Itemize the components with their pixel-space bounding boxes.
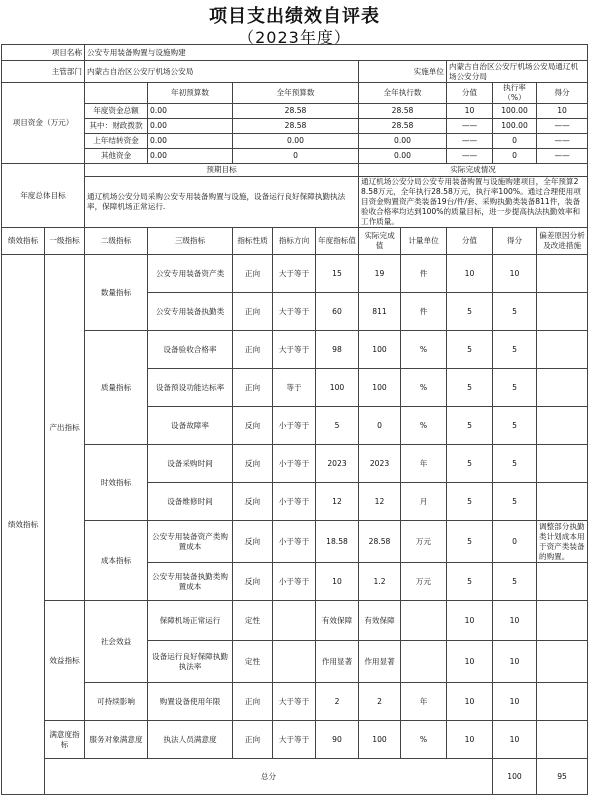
indicator-name: 购置设备使用年限 xyxy=(148,683,233,721)
indicator-name: 公安专用装备资产类 xyxy=(148,255,233,293)
goals-row xyxy=(2,177,588,228)
funds-score: 10 xyxy=(537,104,588,119)
indicator-unit: 年 xyxy=(401,445,447,483)
indicator-weight: 10 xyxy=(447,255,493,293)
funds-header: 分值 xyxy=(447,83,493,104)
project-name-label: 项目名称 xyxy=(2,45,85,61)
indicator-note xyxy=(537,255,588,293)
funds-init: 0.00 xyxy=(148,134,233,149)
indicator-direction xyxy=(273,641,316,683)
indicator-target: 100 xyxy=(316,369,359,407)
indicator-nature: 正向 xyxy=(233,369,273,407)
indicator-header: 指标方向 xyxy=(273,228,316,255)
indicator-note xyxy=(537,601,588,641)
indicator-weight: 10 xyxy=(447,641,493,683)
total-weight: 100 xyxy=(493,759,537,795)
indicator-target: 2 xyxy=(316,683,359,721)
indicator-name: 设备维修时间 xyxy=(148,483,233,521)
indicator-weight: 10 xyxy=(447,601,493,641)
indicator-actual: 0 xyxy=(359,407,401,445)
indicator-header: 偏差原因分析及改进措施 xyxy=(537,228,588,255)
funds-init: 0.00 xyxy=(148,119,233,134)
expected-goal-text: 通辽机场公安分局采购公安专用装备购置与设施，设备运行良好保障执勤执法率，保障机场正常运行. xyxy=(85,177,359,228)
indicator-score: 10 xyxy=(493,641,537,683)
indicator-weight: 5 xyxy=(447,521,493,563)
indicator-nature: 正向 xyxy=(233,683,273,721)
funds-rate: 0 xyxy=(493,149,537,164)
indicator-target: 5 xyxy=(316,407,359,445)
indicator-nature: 反向 xyxy=(233,483,273,521)
indicator-direction: 大于等于 xyxy=(273,683,316,721)
indicator-direction: 等于 xyxy=(273,369,316,407)
indicator-score: 5 xyxy=(493,369,537,407)
indicator-score: 5 xyxy=(493,331,537,369)
indicator-weight: 5 xyxy=(447,369,493,407)
indicator-row xyxy=(2,521,588,563)
funds-exec: 28.58 xyxy=(359,104,447,119)
indicator-target: 12 xyxy=(316,483,359,521)
funds-score: —— xyxy=(537,149,588,164)
indicator-unit: 年 xyxy=(401,683,447,721)
indicator-actual: 作用显著 xyxy=(359,641,401,683)
indicator-nature: 反向 xyxy=(233,445,273,483)
indicator-row xyxy=(2,601,588,641)
indicator-actual: 12 xyxy=(359,483,401,521)
indicator-name: 设备故障率 xyxy=(148,407,233,445)
funds-exec: 0.00 xyxy=(359,134,447,149)
satisfaction-indicator-label: 满意度指标 xyxy=(45,721,85,759)
indicator-name: 公安专用装备执勤类购置成本 xyxy=(148,563,233,601)
sustainable-impact-label: 可持续影响 xyxy=(85,683,148,721)
indicator-score: 5 xyxy=(493,563,537,601)
indicator-nature: 反向 xyxy=(233,521,273,563)
indicator-direction xyxy=(273,601,316,641)
indicator-actual: 28.58 xyxy=(359,521,401,563)
indicator-header: 得分 xyxy=(493,228,537,255)
social-benefit-label: 社会效益 xyxy=(85,601,148,683)
funds-annual: 28.58 xyxy=(233,104,359,119)
indicator-row xyxy=(2,721,588,759)
indicator-weight: 5 xyxy=(447,293,493,331)
indicator-header: 一级指标 xyxy=(45,228,85,255)
indicator-unit: % xyxy=(401,331,447,369)
actual-completion-label: 实际完成情况 xyxy=(359,164,588,177)
indicator-note xyxy=(537,445,588,483)
indicator-header: 实际完成值 xyxy=(359,228,401,255)
indicator-direction: 大于等于 xyxy=(273,331,316,369)
funds-weight: —— xyxy=(447,134,493,149)
funds-label: 项目资金（万元） xyxy=(2,83,85,164)
funds-header-blank xyxy=(85,83,148,104)
indicator-name: 设备验收合格率 xyxy=(148,331,233,369)
indicator-row xyxy=(2,683,588,721)
indicator-note xyxy=(537,641,588,683)
indicator-name: 执法人员满意度 xyxy=(148,721,233,759)
funds-exec: 0.00 xyxy=(359,149,447,164)
funds-header: 全年预算数 xyxy=(233,83,359,104)
project-name-row xyxy=(2,45,588,61)
indicator-actual: 1.2 xyxy=(359,563,401,601)
indicator-note xyxy=(537,683,588,721)
indicator-nature: 正向 xyxy=(233,721,273,759)
indicator-note xyxy=(537,721,588,759)
indicator-target: 有效保障 xyxy=(316,601,359,641)
indicator-score: 5 xyxy=(493,407,537,445)
indicator-nature: 定性 xyxy=(233,601,273,641)
funds-item: 上年结转资金 xyxy=(85,134,148,149)
funds-weight: —— xyxy=(447,149,493,164)
funds-header: 年初预算数 xyxy=(148,83,233,104)
indicator-actual: 2 xyxy=(359,683,401,721)
indicator-actual: 100 xyxy=(359,721,401,759)
indicator-direction: 小于等于 xyxy=(273,407,316,445)
indicator-row xyxy=(2,445,588,483)
indicator-direction: 小于等于 xyxy=(273,521,316,563)
indicator-target: 98 xyxy=(316,331,359,369)
total-row xyxy=(2,759,588,795)
indicator-name: 公安专用装备执勤类 xyxy=(148,293,233,331)
indicator-name: 保障机场正常运行 xyxy=(148,601,233,641)
indicator-direction: 小于等于 xyxy=(273,483,316,521)
report-year: （2023年度） xyxy=(238,28,351,47)
indicator-note xyxy=(537,293,588,331)
indicator-unit: 月 xyxy=(401,483,447,521)
cost-indicator-label: 成本指标 xyxy=(85,521,148,601)
indicator-header: 指标性质 xyxy=(233,228,273,255)
indicator-target: 10 xyxy=(316,563,359,601)
funds-init: 0.00 xyxy=(148,104,233,119)
indicator-target: 2023 xyxy=(316,445,359,483)
funds-header-row xyxy=(2,83,588,104)
indicator-score: 10 xyxy=(493,255,537,293)
goals-header-row xyxy=(2,164,588,177)
indicator-name: 设备预设功能达标率 xyxy=(148,369,233,407)
indicator-nature: 反向 xyxy=(233,407,273,445)
funds-header: 执行率（%） xyxy=(493,83,537,104)
indicator-nature: 定性 xyxy=(233,641,273,683)
goals-label: 年度总体目标 xyxy=(2,164,85,228)
indicator-note xyxy=(537,483,588,521)
indicator-note: 调整部分执勤类计划成本用于资产类装备的购置。 xyxy=(537,521,588,563)
indicator-direction: 小于等于 xyxy=(273,445,316,483)
indicator-header: 绩效指标 xyxy=(2,228,45,255)
indicator-header: 计量单位 xyxy=(401,228,447,255)
total-score: 95 xyxy=(537,759,588,795)
quality-indicator-label: 质量指标 xyxy=(85,331,148,445)
perf-indicator-label: 绩效指标 xyxy=(2,255,45,795)
funds-row xyxy=(2,134,588,149)
indicator-weight: 5 xyxy=(447,407,493,445)
actual-completion-text: 通辽机场公安分局公安专用装备购置与设施购建项目，全年预算28.58万元，全年执行28.58万元，执行率100%。通过合理使用项目资金购置资产类装备19台/件/套、采购执勤类装备811件，装备验收合格率均达到100%的质量目标，进一步提高执法执勤效率和工作质量。 xyxy=(359,177,588,228)
total-label: 总分 xyxy=(45,759,493,795)
funds-item: 其中：财政拨款 xyxy=(85,119,148,134)
funds-annual: 28.58 xyxy=(233,119,359,134)
impl-label: 实施单位 xyxy=(359,61,447,83)
indicator-name: 设备采购时间 xyxy=(148,445,233,483)
indicator-note xyxy=(537,407,588,445)
indicator-score: 10 xyxy=(493,601,537,641)
indicator-nature: 反向 xyxy=(233,563,273,601)
indicator-unit: 万元 xyxy=(401,521,447,563)
impl-value: 内蒙古自治区公安厅机场公安局通辽机场公安分局 xyxy=(447,61,588,83)
indicator-header: 三级指标 xyxy=(148,228,233,255)
indicator-header-row xyxy=(2,228,588,255)
report-title: 项目支出绩效自评表 xyxy=(209,6,380,27)
indicator-unit: 万元 xyxy=(401,563,447,601)
indicator-direction: 大于等于 xyxy=(273,721,316,759)
funds-exec: 28.58 xyxy=(359,119,447,134)
funds-weight: 10 xyxy=(447,104,493,119)
indicator-direction: 大于等于 xyxy=(273,255,316,293)
indicator-weight: 5 xyxy=(447,483,493,521)
indicator-score: 5 xyxy=(493,483,537,521)
indicator-actual: 100 xyxy=(359,369,401,407)
indicator-weight: 10 xyxy=(447,683,493,721)
indicator-weight: 5 xyxy=(447,331,493,369)
indicator-note xyxy=(537,331,588,369)
funds-init: 0.00 xyxy=(148,149,233,164)
indicator-unit: % xyxy=(401,369,447,407)
funds-score: —— xyxy=(537,134,588,149)
indicator-actual: 2023 xyxy=(359,445,401,483)
funds-header: 得分 xyxy=(537,83,588,104)
indicator-target: 90 xyxy=(316,721,359,759)
indicator-note xyxy=(537,369,588,407)
indicator-unit: 件 xyxy=(401,255,447,293)
project-name-value: 公安专用装备购置与设施购建 xyxy=(85,45,588,61)
funds-score: —— xyxy=(537,119,588,134)
funds-annual: 0.00 xyxy=(233,134,359,149)
indicator-actual: 19 xyxy=(359,255,401,293)
indicator-unit xyxy=(401,641,447,683)
expected-goal-label: 预期目标 xyxy=(85,164,359,177)
benefit-indicator-label: 效益指标 xyxy=(45,601,85,721)
indicator-nature: 正向 xyxy=(233,255,273,293)
dept-row xyxy=(2,61,588,83)
indicator-actual: 100 xyxy=(359,331,401,369)
funds-annual: 0 xyxy=(233,149,359,164)
indicator-score: 5 xyxy=(493,293,537,331)
funds-rate: 100.00 xyxy=(493,119,537,134)
funds-rate: 0 xyxy=(493,134,537,149)
indicator-score: 10 xyxy=(493,683,537,721)
indicator-score: 5 xyxy=(493,445,537,483)
indicator-actual: 811 xyxy=(359,293,401,331)
indicator-name: 公安专用装备资产类购置成本 xyxy=(148,521,233,563)
indicator-note xyxy=(537,563,588,601)
evaluation-table xyxy=(1,44,588,795)
indicator-target: 18.58 xyxy=(316,521,359,563)
funds-item: 其他资金 xyxy=(85,149,148,164)
indicator-row xyxy=(2,255,588,293)
dept-value: 内蒙古自治区公安厅机场公安局 xyxy=(85,61,359,83)
dept-label: 主管部门 xyxy=(2,61,85,83)
service-satisfaction-label: 服务对象满意度 xyxy=(85,721,148,759)
funds-row xyxy=(2,119,588,134)
indicator-target: 作用显著 xyxy=(316,641,359,683)
indicator-header: 年度指标值 xyxy=(316,228,359,255)
timeliness-indicator-label: 时效指标 xyxy=(85,445,148,521)
output-indicator-label: 产出指标 xyxy=(45,255,85,601)
indicator-actual: 有效保障 xyxy=(359,601,401,641)
funds-row xyxy=(2,149,588,164)
indicator-weight: 5 xyxy=(447,563,493,601)
indicator-unit xyxy=(401,601,447,641)
indicator-header: 二级指标 xyxy=(85,228,148,255)
indicator-unit: 件 xyxy=(401,293,447,331)
indicator-name: 设备运行良好保障执勤执法率 xyxy=(148,641,233,683)
indicator-target: 60 xyxy=(316,293,359,331)
indicator-unit: % xyxy=(401,407,447,445)
indicator-nature: 正向 xyxy=(233,331,273,369)
indicator-score: 0 xyxy=(493,521,537,563)
funds-item: 年度资金总额 xyxy=(85,104,148,119)
funds-weight: —— xyxy=(447,119,493,134)
indicator-weight: 10 xyxy=(447,721,493,759)
indicator-target: 15 xyxy=(316,255,359,293)
indicator-weight: 5 xyxy=(447,445,493,483)
indicator-header: 分值 xyxy=(447,228,493,255)
indicator-unit: % xyxy=(401,721,447,759)
funds-row xyxy=(2,104,588,119)
funds-header: 全年执行数 xyxy=(359,83,447,104)
indicator-row xyxy=(2,331,588,369)
quantity-indicator-label: 数量指标 xyxy=(85,255,148,331)
indicator-direction: 大于等于 xyxy=(273,293,316,331)
indicator-nature: 正向 xyxy=(233,293,273,331)
funds-rate: 100.00 xyxy=(493,104,537,119)
indicator-direction: 小于等于 xyxy=(273,563,316,601)
indicator-score: 10 xyxy=(493,721,537,759)
